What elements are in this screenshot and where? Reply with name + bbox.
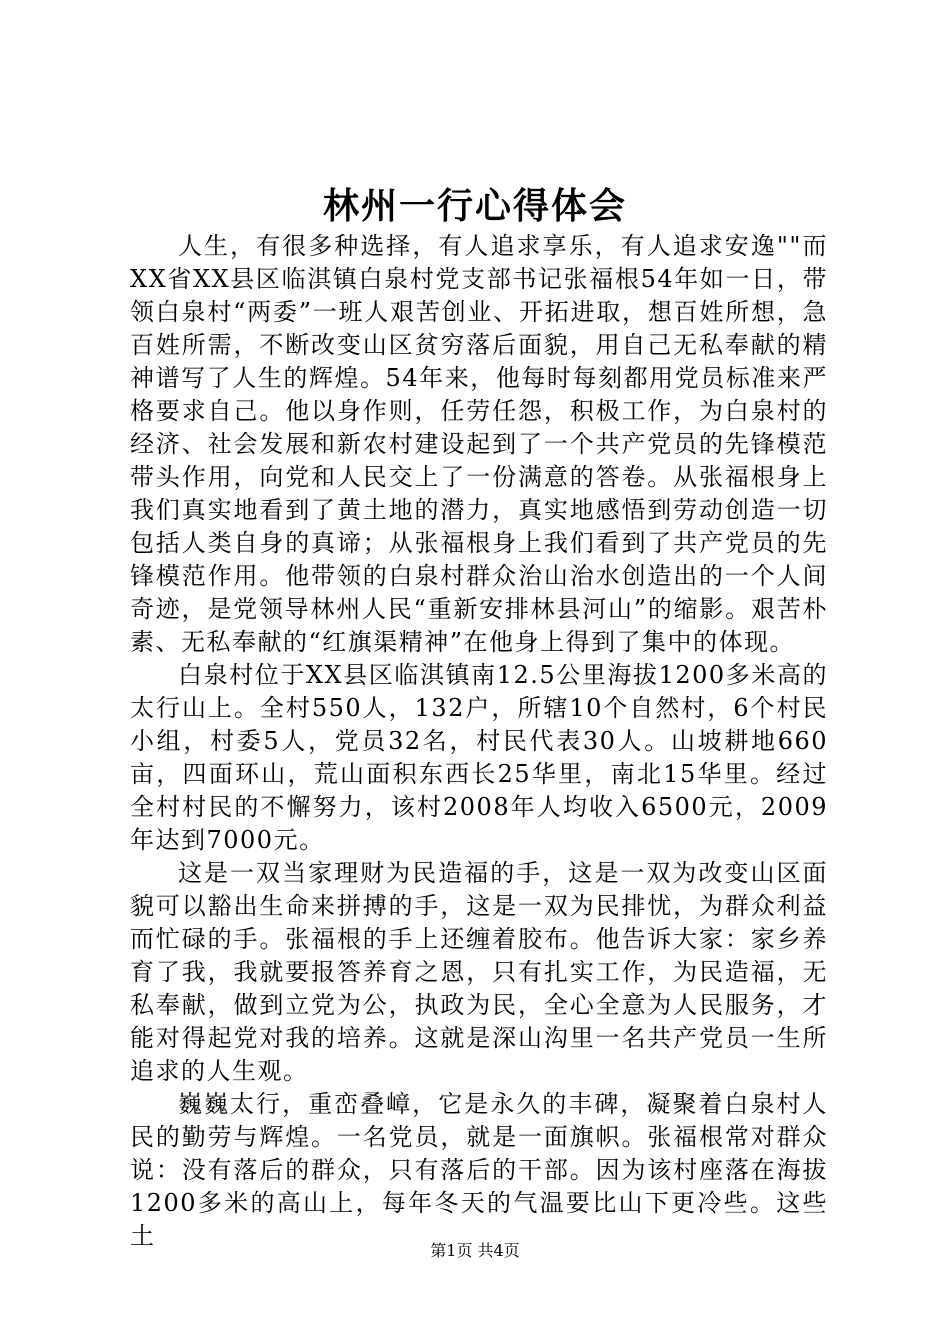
paragraph-1: 人生，有很多种选择，有人追求享乐，有人追求安逸""而XX省XX县区临淇镇白泉村党支部书记张福根54年如一日，带领白泉村“两委”一班人艰苦创业、开拓进取，想百姓所想，急百姓所需，不断改变山区贫穷落后面貌，用自己无私奉献的精神谱写了人生的辉煌。54年来，他每时每刻都用党员标准来严格要求自己。他以身作则，任劳任怨，积极工作，为白泉村的经济、社会发展和新农村建设起到了一个共产党员的先锋模范带头作用，向党和人民交上了一份满意的答卷。从张福根身上我们真实地看到了黄土地的潜力，真实地感悟到劳动创造一切包括人类自身的真谛；从张福根身上我们看到了共产党员的先锋模范作用。他带领的白泉村群众治山治水创造出的一个人间奇迹，是党领导林州人民“重新安排林县河山”的缩影。艰苦朴素、无私奉献的“红旗渠精神”在他身上得到了集中的体现。	[130, 232, 828, 656]
document-body	[130, 230, 828, 1253]
document-title: 林州一行心得体会	[322, 185, 627, 227]
page-footer	[0, 1240, 950, 1262]
page-number: 第1页 共4页	[430, 1241, 520, 1260]
paragraph-2: 白泉村位于XX县区临淇镇南12.5公里海拔1200多米高的太行山上。全村550人，132户，所辖10个自然村，6个村民小组，村委5人，党员32名，村民代表30人。山坡耕地660亩，四面环山，荒山面积东西长25华里，南北15华里。经过全村村民的不懈努力，该村2008年人均收入6500元，2009年达到7000元。	[130, 661, 828, 854]
paragraph-3: 这是一双当家理财为民造福的手，这是一双为改变山区面貌可以豁出生命来拼搏的手，这是一双为民排忧，为群众利益而忙碌的手。张福根的手上还缠着胶布。他告诉大家：家乡养育了我，我就要报答养育之恩，只有扎实工作，为民造福，无私奉献，做到立党为公，执政为民，全心全意为人民服务，才能对得起党对我的培养。这就是深山沟里一名共产党员一生所追求的人生观。	[130, 859, 828, 1085]
paragraph-4: 巍巍太行，重峦叠嶂，它是永久的丰碑，凝聚着白泉村人民的勤劳与辉煌。一名党员，就是一面旗帜。张福根常对群众说：没有落后的群众，只有落后的干部。因为该村座落在海拔1200多米的高山上，每年冬天的气温要比山下更冷些。这些土	[130, 1090, 828, 1250]
